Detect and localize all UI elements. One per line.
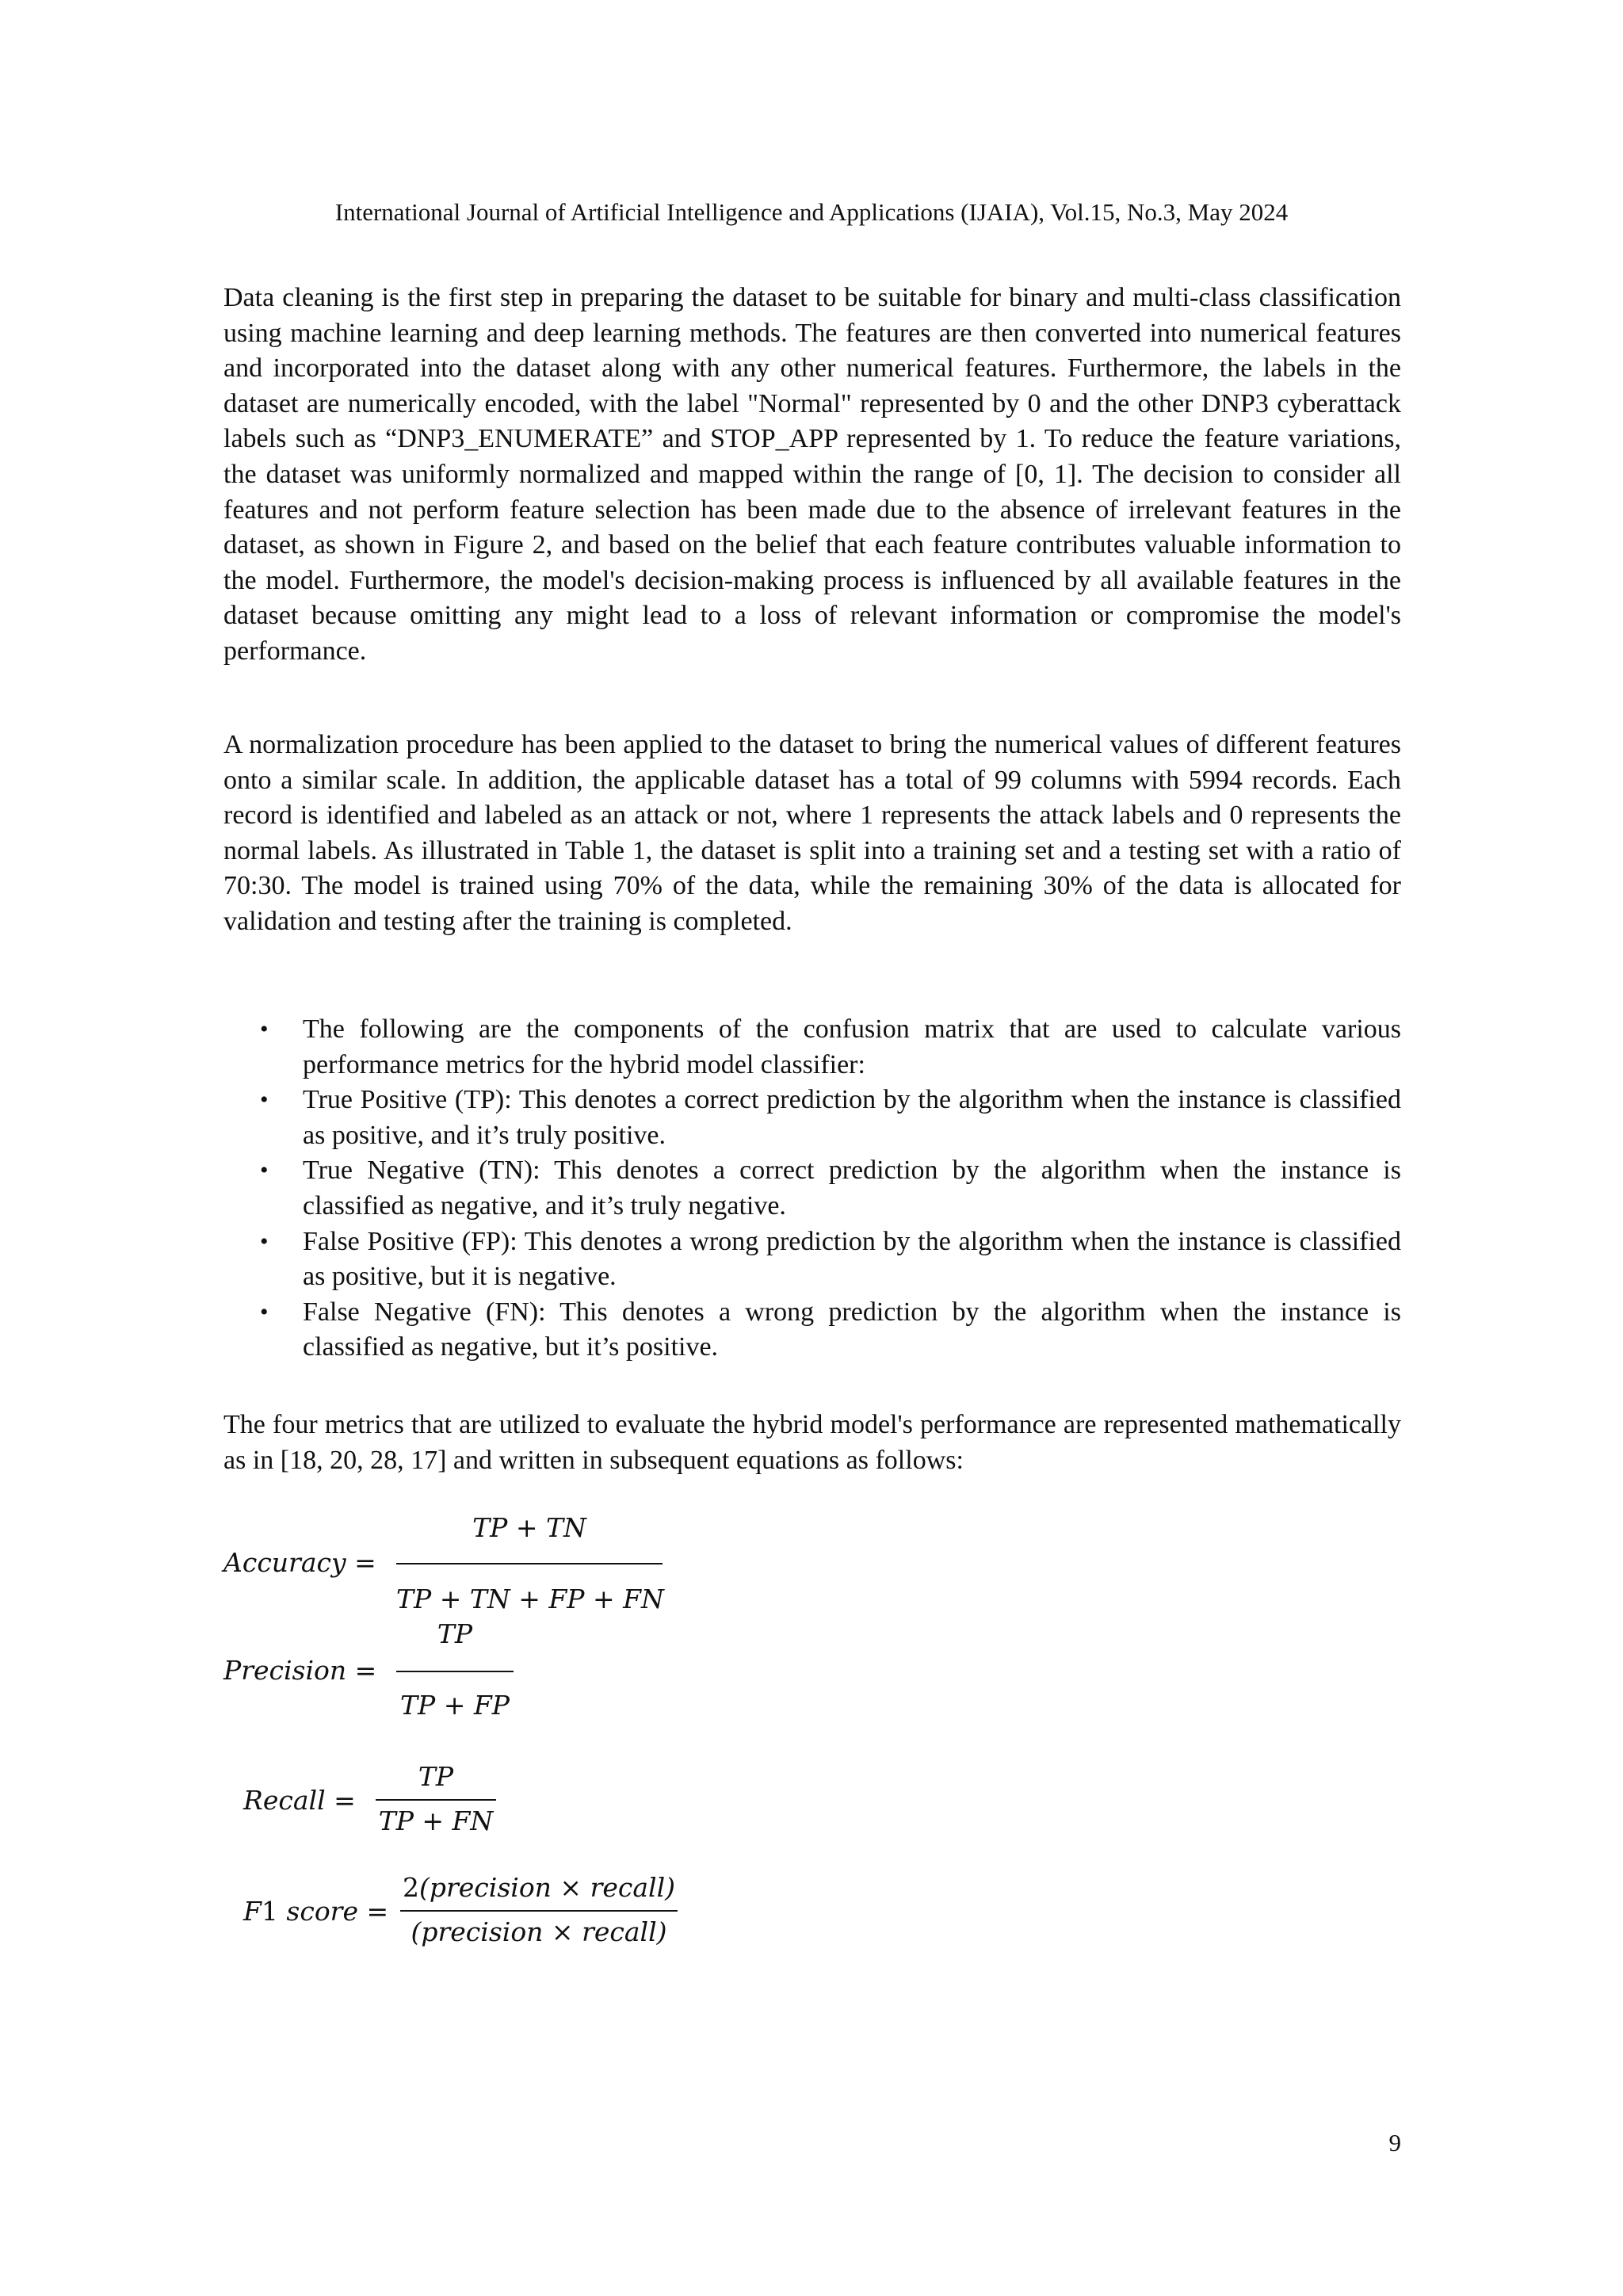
bullet-icon: • xyxy=(260,1087,269,1114)
page-number: 9 xyxy=(1388,2129,1401,2157)
list-item-text: True Negative (TN): This denotes a correct prediction by the algorithm when the instance is classified as negative, and it’s truly negative. xyxy=(303,1156,1401,1221)
list-item xyxy=(223,1083,1401,1153)
paragraph-normalization: A normalization procedure has been applied to the dataset to bring the numerical values of different features onto a similar scale. In addition, the applicable dataset has a total of 99 columns with 5994 records. Each record is identified and labeled as an attack or not, where 1 represents the attack labels and 0 represents the normal labels. As illustrated in Table 1, the dataset is split into a training set and a testing set with a ratio of 70:30. The model is trained using 70% of the data, while the remaining 30% of the data is allocated for validation and testing after the training is completed. xyxy=(223,730,1401,936)
f1-numerator-body: (precision × recall) xyxy=(418,1872,676,1903)
f1-numerator-coefficient: 2 xyxy=(402,1872,419,1903)
list-item-text: True Positive (TP): This denotes a correct prediction by the algorithm when the instance is classified as positive, and it’s truly positive. xyxy=(303,1085,1401,1150)
list-item-text: False Negative (FN): This denotes a wrong prediction by the algorithm when the instance is classified as negative, but it’s positive. xyxy=(303,1297,1401,1362)
recall-numerator: TP xyxy=(418,1761,454,1792)
fraction-bar xyxy=(376,1799,496,1801)
accuracy-lhs: Accuracy = xyxy=(223,1547,376,1578)
list-item xyxy=(223,1153,1401,1224)
bullet-icon: • xyxy=(260,1298,269,1325)
accuracy-numerator: TP + TN xyxy=(472,1512,586,1543)
precision-lhs: Precision = xyxy=(223,1655,377,1686)
f1-numerator xyxy=(400,1870,678,1905)
paragraph-metrics-intro: The four metrics that are utilized to evaluate the hybrid model's performance are represented mathematically as in [18, 20, 28, 17] and written in subsequent equations as follows: xyxy=(223,1410,1401,1475)
list-item xyxy=(223,1224,1401,1295)
bullet-icon: • xyxy=(260,1228,269,1255)
list-item xyxy=(223,1295,1401,1366)
f1-lhs-prefix: F xyxy=(243,1896,262,1927)
running-header: International Journal of Artificial Intelligence and Applications (IJAIA), Vol.15, No.3, May 2024 xyxy=(334,198,1289,226)
bullet-icon: • xyxy=(260,1157,269,1184)
list-item xyxy=(223,1012,1401,1083)
fraction-bar xyxy=(400,1910,678,1912)
f1-lhs xyxy=(243,1894,388,1929)
paragraph-data-cleaning: Data cleaning is the first step in preparing the dataset to be suitable for binary and multi-class classification using machine learning and deep learning methods. The features are then converted into numerical features and incorporated into the dataset along with any other numerical features. Furthermore, the labels in the dataset are numerically encoded, with the label "Normal" represented by 0 and the other DNP3 cyberattack labels such as “DNP3_ENUMERATE” and STOP_APP represented by 1. To reduce the feature variations, the dataset was uniformly normalized and mapped within the range of [0, 1]. The decision to consider all features and not perform feature selection has been made due to the absence of irrelevant features in the dataset, as shown in Figure 2, and based on the belief that each feature contributes valuable information to the model. Furthermore, the model's decision-making process is influenced by all available features in the dataset because omitting any might lead to a loss of relevant information or compromise the model's performance. xyxy=(223,283,1401,666)
recall-denominator: TP + FN xyxy=(378,1805,494,1836)
bullet-icon: • xyxy=(260,1016,269,1042)
list-item-text: False Positive (FP): This denotes a wrong prediction by the algorithm when the instance is classified as positive, but it is negative. xyxy=(303,1226,1401,1292)
recall-lhs: Recall = xyxy=(243,1785,356,1816)
f1-denominator: (precision × recall) xyxy=(411,1916,667,1947)
accuracy-denominator: TP + TN + FP + FN xyxy=(396,1584,664,1614)
confusion-matrix-bullet-list xyxy=(223,1012,1401,1366)
precision-denominator: TP + FP xyxy=(400,1690,510,1721)
f1-lhs-rest: score = xyxy=(277,1896,389,1927)
fraction-bar xyxy=(396,1671,514,1672)
fraction-bar xyxy=(396,1563,663,1564)
f1-lhs-digit: 1 xyxy=(261,1896,278,1927)
list-item-text: The following are the components of the confusion matrix that are used to calculate various performance metrics for the hybrid model classifier: xyxy=(303,1014,1401,1079)
precision-numerator: TP xyxy=(437,1618,473,1649)
